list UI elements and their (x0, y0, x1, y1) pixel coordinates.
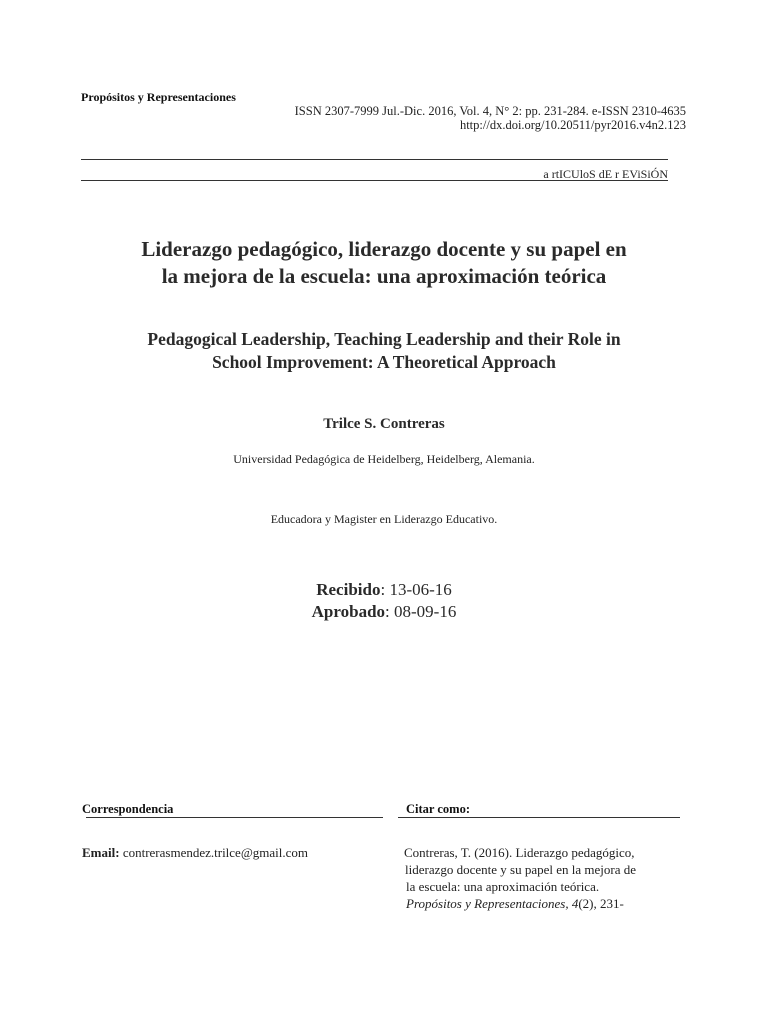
correspondence-heading: Correspondencia (82, 802, 174, 816)
received-value: : 13-06-16 (380, 580, 452, 599)
author-role: Educadora y Magister en Liderazgo Educativo. (270, 512, 498, 526)
citation-pages: (2), 231- (578, 896, 624, 911)
correspondence-email (82, 845, 308, 861)
author-affiliation: Universidad Pedagógica de Heidelberg, Heidelberg, Alemania. (233, 452, 535, 466)
issn-line: ISSN 2307-7999 Jul.-Dic. 2016, Vol. 4, N° 2: pp. 231-284. e-ISSN 2310-4635 (294, 104, 686, 118)
journal-name: Propósitos y Representaciones (81, 90, 236, 104)
citation-journal: Propósitos y Representaciones, 4 (406, 896, 579, 911)
citation-rule (398, 817, 680, 818)
received-date (0, 579, 768, 601)
approved-date (0, 601, 768, 623)
title-english-line: Pedagogical Leadership, Teaching Leadership and their Role in (147, 329, 621, 349)
title-english-line: School Improvement: A Theoretical Approach (212, 352, 556, 372)
received-label: Recibido (316, 580, 381, 599)
email-label: Email: (82, 845, 120, 860)
title-english (60, 328, 708, 374)
dates-block (0, 579, 768, 623)
approved-label: Aprobado (311, 602, 386, 621)
header-rule-top (81, 159, 668, 160)
citation-text (404, 844, 684, 912)
approved-value: : 08-09-16 (385, 602, 457, 621)
title-spanish-line: la mejora de la escuela: una aproximación teórica (161, 264, 607, 288)
citation-line: la escuela: una aproximación teórica. (406, 879, 600, 894)
citation-line (404, 895, 684, 912)
citation-heading: Citar como: (406, 802, 470, 816)
email-address[interactable]: contrerasmendez.trilce@gmail.com (119, 845, 309, 860)
doi-link[interactable]: http://dx.doi.org/10.20511/pyr2016.v4n2.123 (459, 118, 686, 132)
correspondence-rule (86, 817, 383, 818)
title-spanish-line: Liderazgo pedagógico, liderazgo docente y su papel en (141, 237, 627, 261)
citation-line: liderazgo docente y su papel en la mejora de (405, 862, 637, 877)
citation-line: Contreras, T. (2016). Liderazgo pedagógico, (404, 845, 635, 860)
section-label: a rtICUloS dE r EViSiÓN (543, 167, 668, 181)
title-spanish (60, 236, 708, 290)
author-name: Trilce S. Contreras (323, 416, 445, 432)
